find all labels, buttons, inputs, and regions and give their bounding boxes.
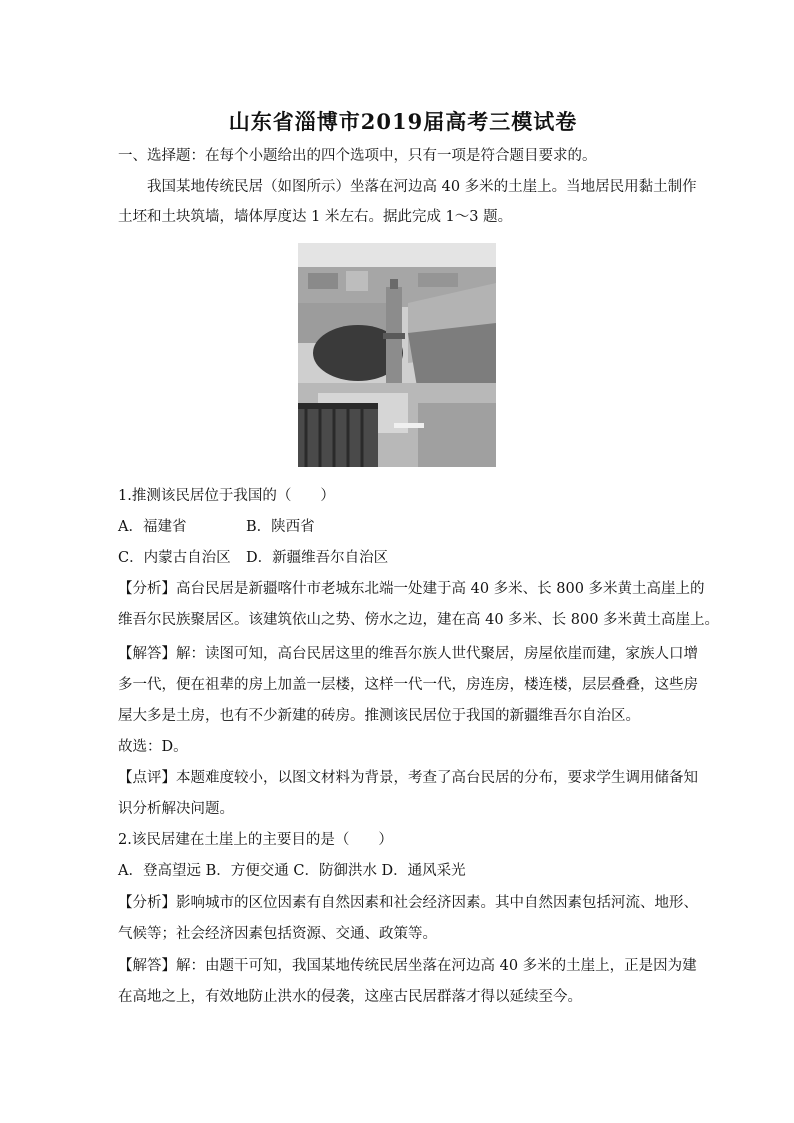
q2-options: A．登高望远 B．方便交通 C．防御洪水 D．通风采光 [118,863,466,879]
q2-answer-line-2: 在高地之上，有效地防止洪水的侵袭，这座古民居群落才得以延续至今。 [118,989,582,1005]
page-title: 山东省淄博市2019届高考三模试卷 [228,109,578,134]
q1-option-a: A．福建省 [118,519,187,535]
intro-line-2: 土坯和土块筑墙，墙体厚度达 1 米左右。据此完成 1～3 题。 [118,209,513,225]
q1-analysis-line-1: 【分析】高台民居是新疆喀什市老城东北端一处建于高 40 多米、长 800 多米黄土高崖上的 [118,581,705,597]
q1-stem: 1.推测该民居位于我国的（ ） [118,488,335,504]
q1-options-row-1 [118,517,315,537]
q1-option-c: C．内蒙古自治区 [118,550,231,566]
q2-answer-line-1: 【解答】解：由题干可知，我国某地传统民居坐落在河边高 40 多米的土崖上，正是因为建 [118,958,697,974]
q2-stem: 2.该民居建在土崖上的主要目的是（ ） [118,832,393,848]
q1-choice: 故选：D。 [118,739,188,755]
q2-analysis-line-2: 气候等；社会经济因素包括资源、交通、政策等。 [118,926,437,942]
q1-answer-line-2: 多一代，便在祖辈的房上加盖一层楼，这样一代一代，房连房，楼连楼，层层叠叠，这些房 [118,677,698,693]
section-heading: 一、选择题：在每个小题给出的四个选项中，只有一项是符合题目要求的。 [118,148,597,164]
q1-options-row-2 [118,548,388,568]
q2-analysis-line-1: 【分析】影响城市的区位因素有自然因素和社会经济因素。其中自然因素包括河流、地形、 [118,895,698,911]
q1-answer-line-3: 屋大多是土房，也有不少新建的砖房。推测该民居位于我国的新疆维吾尔自治区。 [118,708,640,724]
dwelling-photo [298,243,496,467]
q1-answer-line-1: 【解答】解：读图可知，高台民居这里的维吾尔族人世代聚居，房屋依崖而建，家族人口增 [118,646,698,662]
q1-comment-line-1: 【点评】本题难度较小，以图文材料为背景，考查了高台民居的分布，要求学生调用储备知 [118,770,698,786]
q1-comment-line-2: 识分析解决问题。 [118,801,234,817]
q1-option-b: B．陕西省 [246,519,315,535]
q1-analysis-line-2: 维吾尔民族聚居区。该建筑依山之势、傍水之边，建在高 40 多米、长 800 多米黄土高崖上。 [118,612,720,628]
q1-option-d: D．新疆维吾尔自治区 [246,550,389,566]
intro-line-1: 我国某地传统民居（如图所示）坐落在河边高 40 多米的土崖上。当地居民用黏土制作 [147,179,697,195]
